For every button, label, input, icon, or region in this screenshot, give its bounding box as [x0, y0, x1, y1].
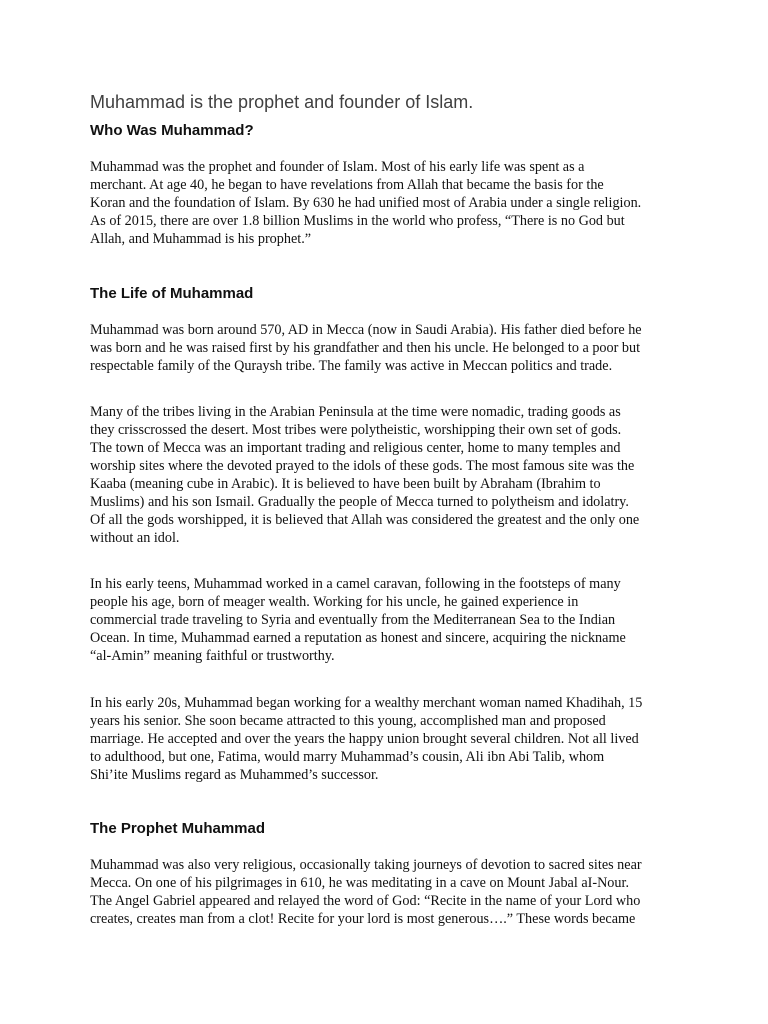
text-line: In his early teens, Muhammad worked in a camel caravan, following in the footsteps of many	[90, 576, 621, 592]
text-line: Of all the gods worshipped, it is believed that Allah was considered the greatest and the only one	[90, 512, 640, 528]
text-line: Koran and the foundation of Islam. By 630 he had unified most of Arabia under a single religion.	[90, 195, 642, 211]
text-line: The Angel Gabriel appeared and relayed the word of God: “Recite in the name of your Lord who	[90, 893, 641, 909]
text-line: people his age, born of meager wealth. Working for his uncle, he gained experience in	[90, 594, 579, 610]
text-line: Kaaba (meaning cube in Arabic). It is believed to have been built by Abraham (Ibrahim to	[90, 476, 601, 492]
text-line: creates, creates man from a clot! Recite for your lord is most generous….” These words became	[90, 911, 636, 927]
paragraph	[90, 694, 690, 784]
paragraph	[90, 575, 690, 665]
text-line: Ocean. In time, Muhammad earned a reputation as honest and sincere, acquiring the nickname	[90, 630, 626, 646]
paragraph	[90, 856, 690, 928]
text-line: to adulthood, but one, Fatima, would marry Muhammad’s cousin, Ali ibn Abi Talib, whom	[90, 749, 605, 765]
text-line: The town of Mecca was an important trading and religious center, home to many temples and	[90, 440, 621, 456]
text-line: Many of the tribes living in the Arabian Peninsula at the time were nomadic, trading goods as	[90, 404, 621, 420]
text-line: years his senior. She soon became attracted to this young, accomplished man and proposed	[90, 713, 606, 729]
text-line: Muhammad was also very religious, occasionally taking journeys of devotion to sacred sites near	[90, 857, 642, 873]
text-line: they crisscrossed the desert. Most tribes were polytheistic, worshipping their own set of gods.	[90, 422, 622, 438]
text-line: respectable family of the Quraysh tribe. The family was active in Meccan politics and trade.	[90, 358, 613, 374]
paragraph	[90, 321, 690, 375]
text-line: Muhammad was born around 570, AD in Mecca (now in Saudi Arabia). His father died before he	[90, 322, 642, 338]
paragraph	[90, 158, 690, 248]
text-line: Shi’ite Muslims regard as Muhammed’s successor.	[90, 767, 379, 783]
text-line: marriage. He accepted and over the years the happy union brought several children. Not all lived	[90, 731, 639, 747]
text-line: Mecca. On one of his pilgrimages in 610, he was meditating in a cave on Mount Jabal aI-Nour.	[90, 875, 629, 891]
text-line: commercial trade traveling to Syria and eventually from the Mediterranean Sea to the Indian	[90, 612, 616, 628]
text-line: merchant. At age 40, he began to have revelations from Allah that became the basis for the	[90, 177, 604, 193]
text-line: In his early 20s, Muhammad began working for a wealthy merchant woman named Khadihah, 15	[90, 695, 643, 711]
text-line: “al-Amin” meaning faithful or trustworthy.	[90, 648, 335, 664]
section-heading-who-was-muhammad: Who Was Muhammad?	[90, 122, 254, 139]
text-line: worship sites where the devoted prayed to the idols of these gods. The most famous site was the	[90, 458, 635, 474]
section-heading-life-of-muhammad: The Life of Muhammad	[90, 285, 254, 302]
paragraph	[90, 403, 690, 547]
text-line: As of 2015, there are over 1.8 billion Muslims in the world who profess, “There is no God but	[90, 213, 625, 229]
section-heading-prophet-muhammad: The Prophet Muhammad	[90, 820, 266, 837]
text-line: Muslims) and his son Ismail. Gradually the people of Mecca turned to polytheism and idolatry.	[90, 494, 629, 510]
text-line: Muhammad was the prophet and founder of Islam. Most of his early life was spent as a	[90, 159, 585, 175]
document-title: Muhammad is the prophet and founder of Islam.	[90, 92, 474, 112]
text-line: was born and he was raised first by his grandfather and then his uncle. He belonged to a poor but	[90, 340, 641, 356]
text-line: Allah, and Muhammad is his prophet.”	[90, 231, 312, 247]
text-line: without an idol.	[90, 530, 180, 546]
